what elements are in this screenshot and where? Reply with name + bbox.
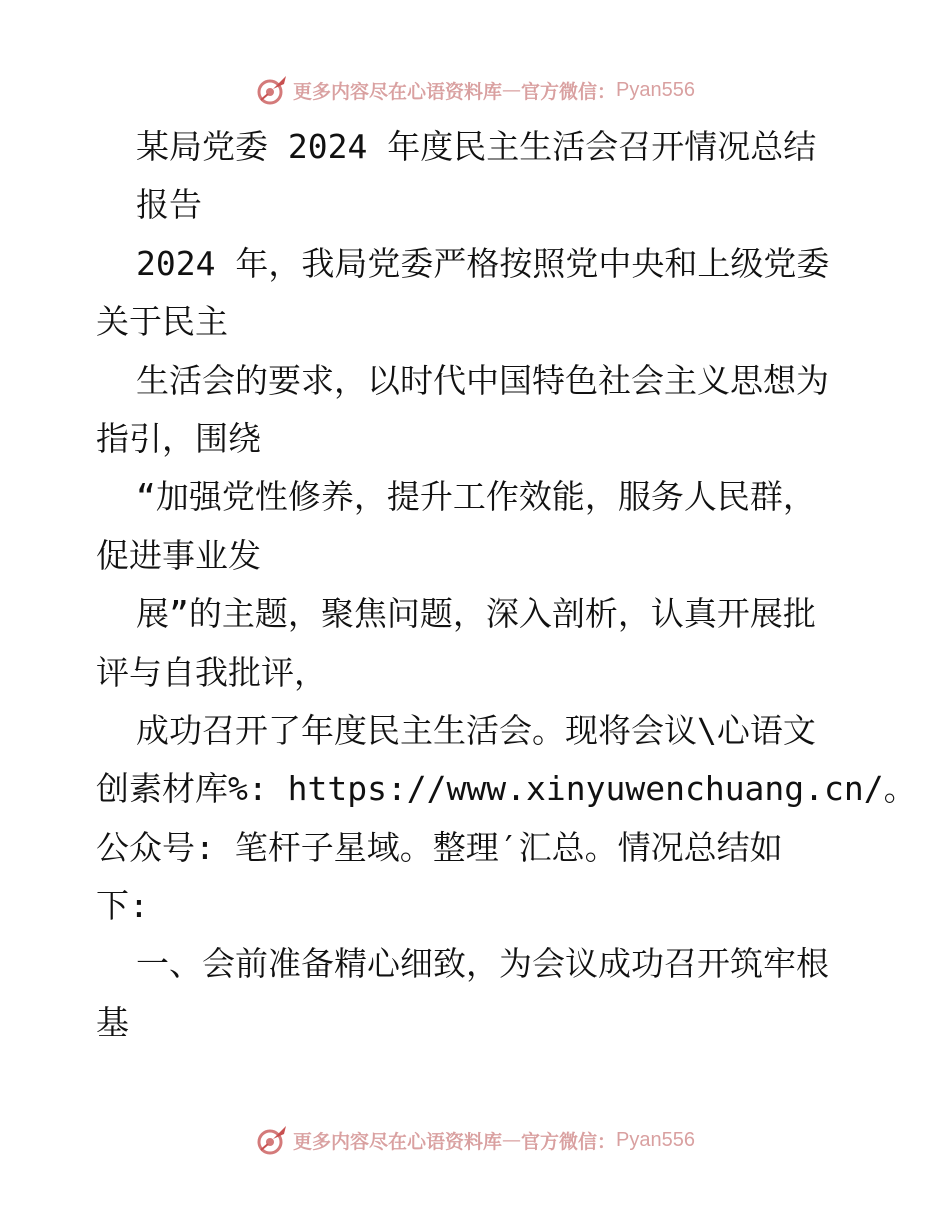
- header-wechat-id: Pyan556: [616, 78, 695, 101]
- header-separator: —: [502, 79, 522, 101]
- document-line: 报告: [136, 185, 202, 225]
- header-banner: [0, 70, 950, 110]
- footer-wechat-label: 官方微信：: [521, 1130, 617, 1153]
- document-line: 成功召开了年度民主生活会。现将会议\心语文: [136, 710, 816, 750]
- document-line: 基: [96, 1002, 129, 1042]
- document-line: 一、会前准备精心细致，为会议成功召开筑牢根: [136, 944, 829, 984]
- document-line: “加强党性修养，提升工作效能，服务人民群，: [136, 477, 816, 517]
- footer-banner: [0, 1120, 950, 1160]
- document-line: 下:: [96, 886, 149, 926]
- header-wechat-label: 官方微信：: [521, 80, 617, 103]
- document-line: 2024 年，我局党委严格按照党中央和上级党委: [136, 243, 830, 283]
- document-line: 展”的主题，聚焦问题，深入剖析，认真开展批: [136, 594, 816, 634]
- footer-promo-text: 更多内容尽在心语资料库: [293, 1130, 503, 1153]
- document-line: 公众号: 笔杆子星域。整理′汇总。情况总结如: [96, 827, 783, 867]
- document-line: 指引，围绕: [96, 418, 261, 458]
- document-line: 评与自我批评，: [96, 652, 327, 692]
- footer-wechat-id: Pyan556: [616, 1128, 695, 1151]
- document-line: 生活会的要求，以时代中国特色社会主义思想为: [136, 360, 829, 400]
- quill-logo-icon: [255, 1123, 289, 1157]
- document-line: 关于民主: [96, 302, 228, 342]
- header-promo-text: 更多内容尽在心语资料库: [293, 80, 503, 103]
- document-line: 某局党委 2024 年度民主生活会召开情况总结: [136, 127, 817, 166]
- document-line: 促进事业发: [96, 535, 261, 575]
- document-line: 创素材库%: https://www.xinyuwenchuang.cn/。: [96, 769, 917, 809]
- footer-separator: —: [502, 1129, 522, 1151]
- document-body: [96, 118, 917, 1052]
- quill-logo-icon: [255, 73, 289, 107]
